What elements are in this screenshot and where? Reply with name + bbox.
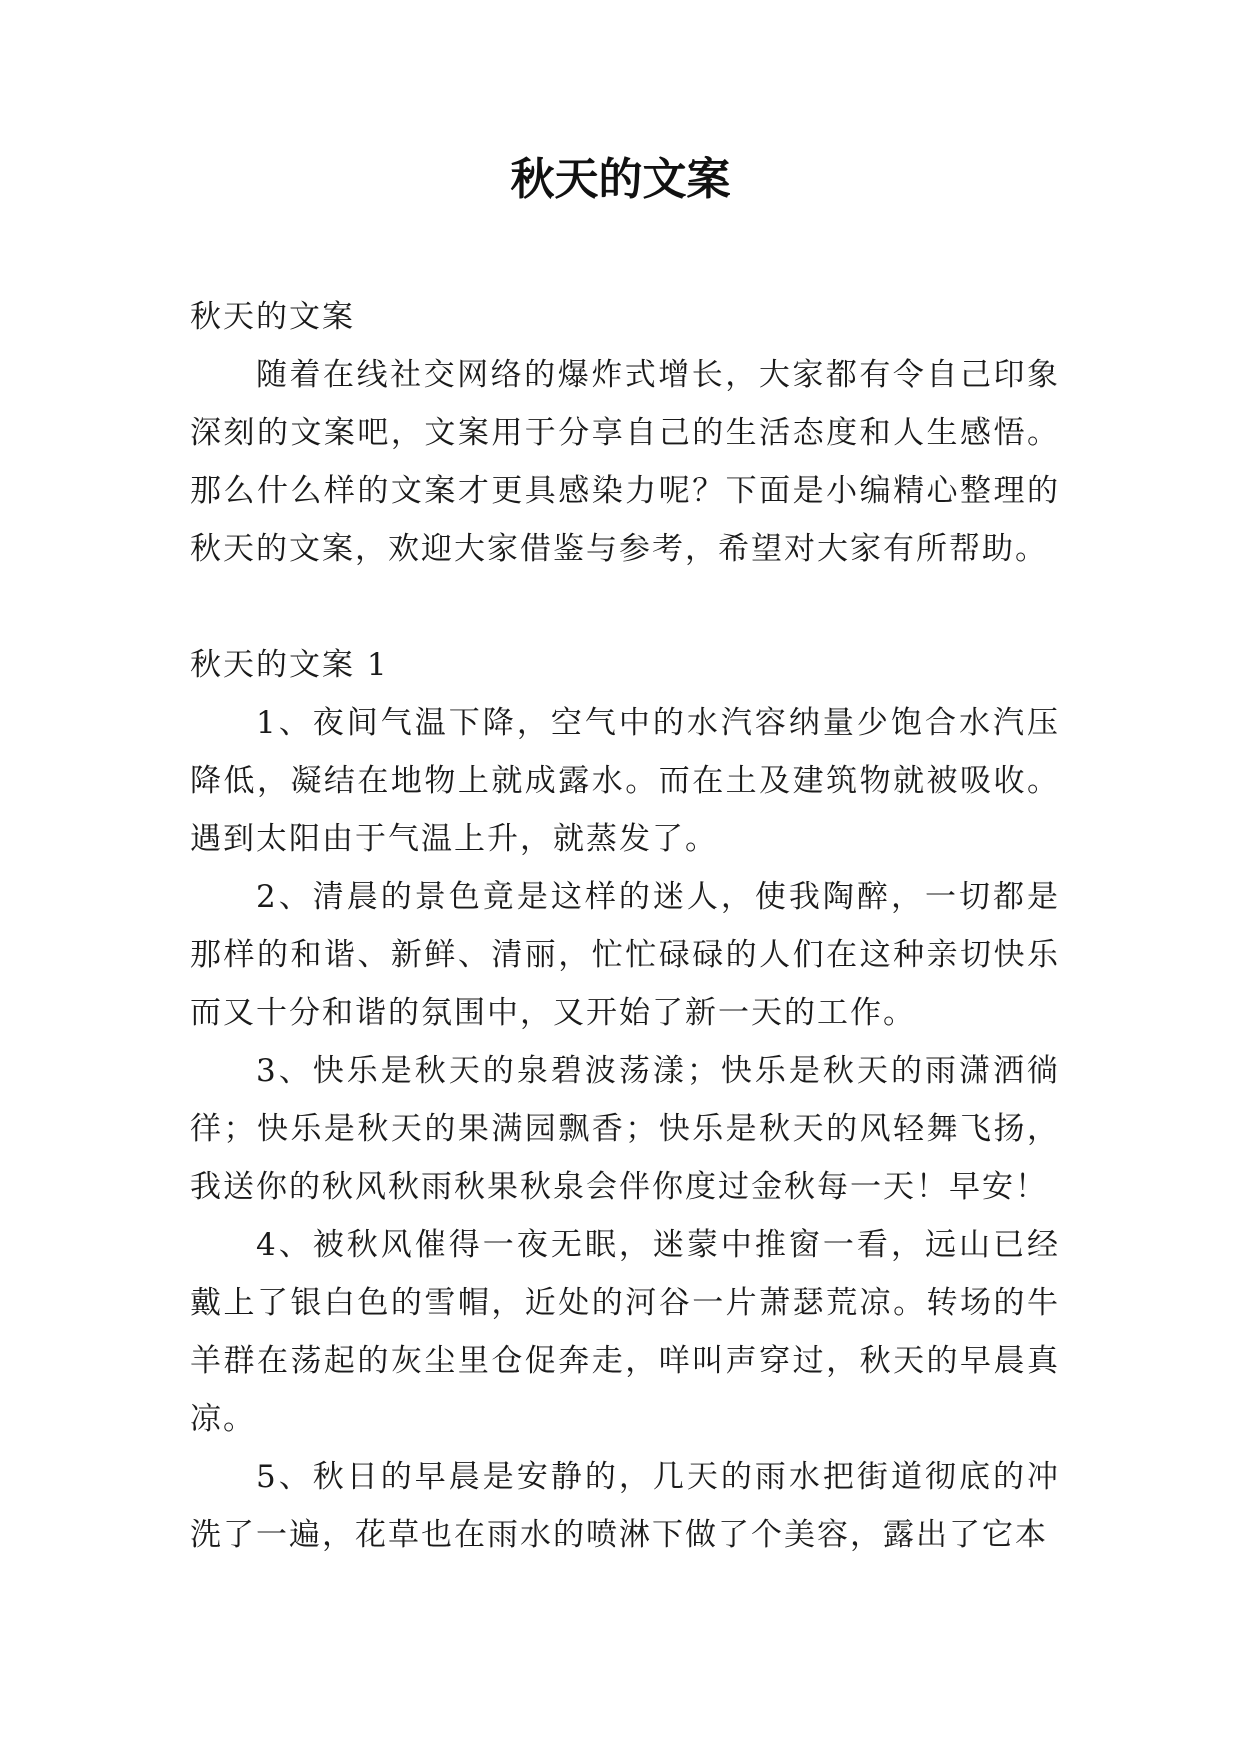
list-item: 5、秋日的早晨是安静的，几天的雨水把街道彻底的冲洗了一遍，花草也在雨水的喷淋下做了个美容，露出了它本: [190, 1459, 1060, 1553]
intro-paragraph: 随着在线社交网络的爆炸式增长，大家都有令自己印象深刻的文案吧，文案用于分享自己的生活态度和人生感悟。那么什么样的文案才更具感染力呢？下面是小编精心整理的秋天的文案，欢迎大家借鉴与参考，希望对大家有所帮助。: [190, 357, 1060, 567]
list-item: 2、清晨的景色竟是这样的迷人，使我陶醉，一切都是那样的和谐、新鲜、清丽，忙忙碌碌的人们在这种亲切快乐而又十分和谐的氛围中，又开始了新一天的工作。: [190, 879, 1060, 1031]
document-title: 秋天的文案: [510, 154, 731, 205]
section-heading: 秋天的文案 1: [190, 647, 389, 683]
list-item: 3、快乐是秋天的泉碧波荡漾；快乐是秋天的雨潇洒徜徉；快乐是秋天的果满园飘香；快乐是秋天的风轻舞飞扬，我送你的秋风秋雨秋果秋泉会伴你度过金秋每一天！早安！: [190, 1053, 1060, 1205]
list-item: 1、夜间气温下降，空气中的水汽容纳量少饱合水汽压降低，凝结在地物上就成露水。而在土及建筑物就被吸收。遇到太阳由于气温上升，就蒸发了。: [190, 705, 1060, 857]
intro-heading: 秋天的文案: [190, 299, 355, 335]
list-item: 4、被秋风催得一夜无眠，迷蒙中推窗一看，远山已经戴上了银白色的雪帽，近处的河谷一片萧瑟荒凉。转场的牛羊群在荡起的灰尘里仓促奔走，咩叫声穿过，秋天的早晨真凉。: [190, 1227, 1060, 1437]
document-body: [190, 288, 1060, 1564]
